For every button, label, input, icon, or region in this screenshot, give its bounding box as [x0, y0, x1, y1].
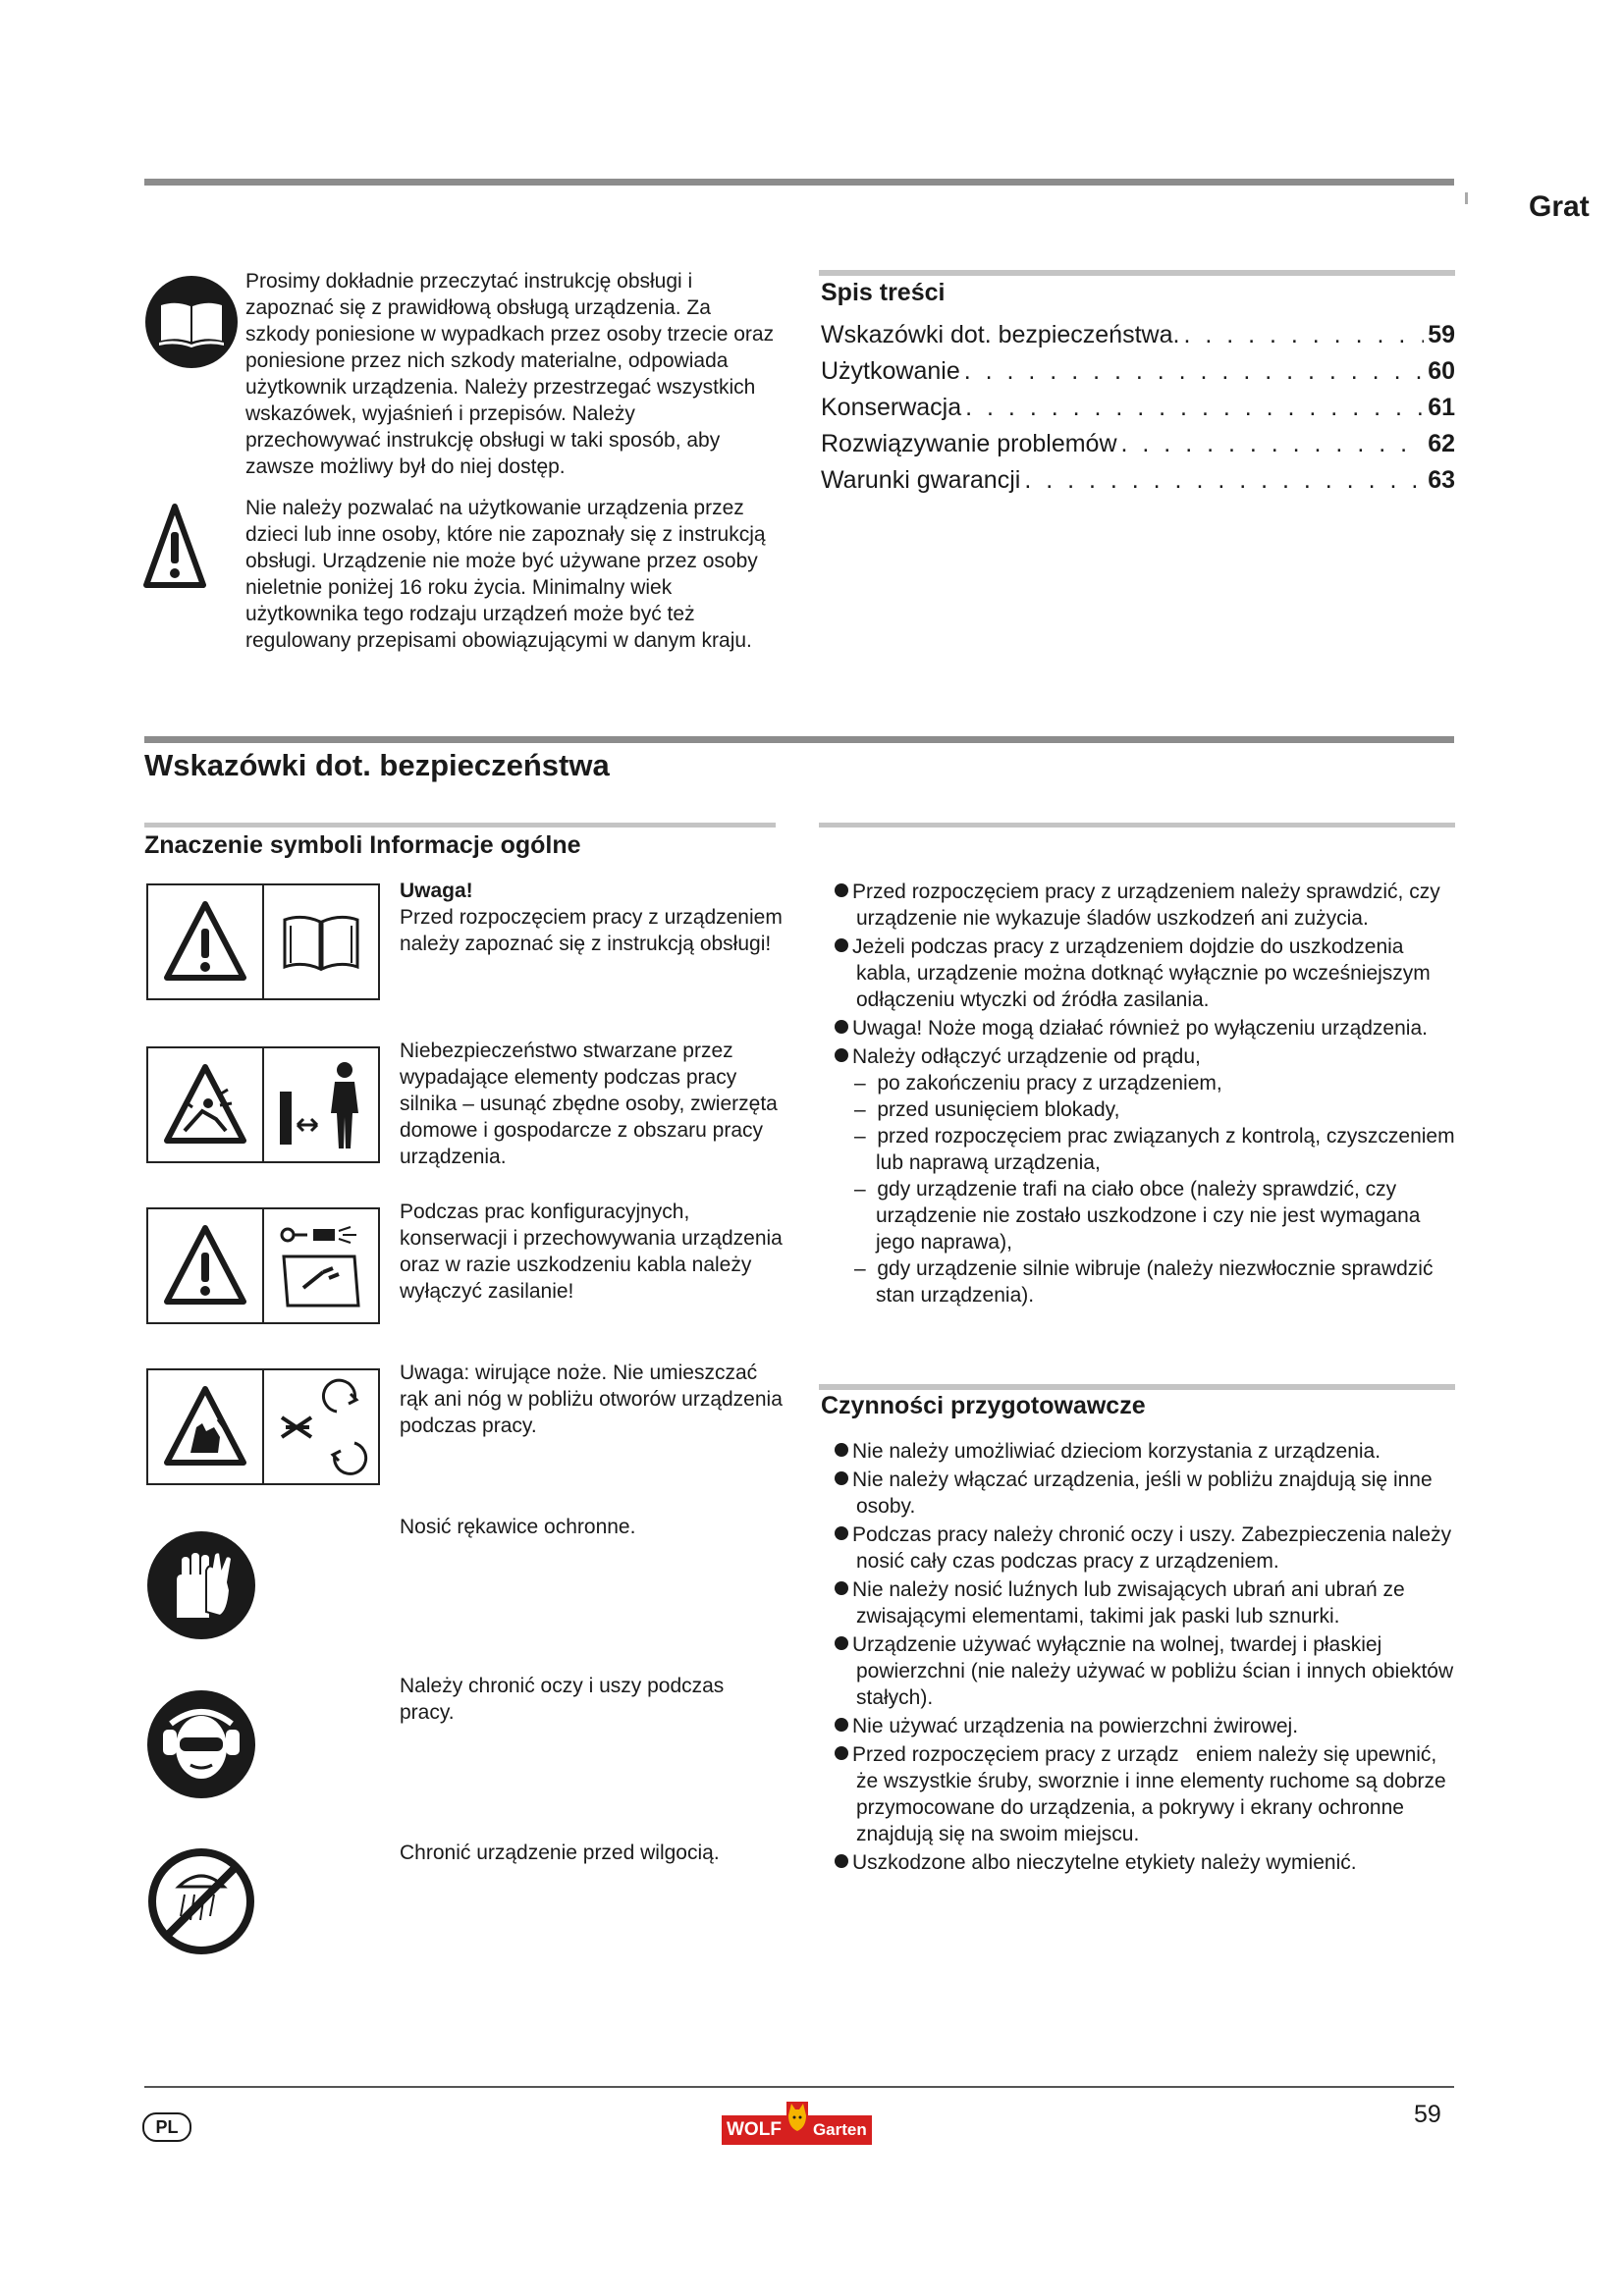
prep-list	[819, 1438, 1457, 1878]
toc-entry-page: 60	[1428, 357, 1455, 385]
toc-rule	[819, 270, 1455, 276]
toc-leader	[964, 357, 1424, 386]
symbol-thrown-objects	[146, 1046, 380, 1163]
dash-item: – po zakończeniu pracy z urządzeniem,	[854, 1072, 1222, 1095]
toc-leader	[1024, 466, 1424, 495]
symbol-disconnect-power	[146, 1207, 380, 1324]
toc-entry-page: 61	[1428, 394, 1455, 421]
toc-entry-label: Użytkowanie	[821, 357, 960, 385]
list-item: Nie należy włączać urządzenia, jeśli w pobliżu znajdują się inne osoby.	[819, 1467, 1457, 1520]
list-item: Przed rozpoczęciem pracy z urządz eniem należy się upewnić, że wszystkie śruby, sworznie i inne elementy ruchome są dobrze przymocowane do urządzenia, a pokrywy i ekrany ochronne znajdują się na swoim miejscu.	[819, 1741, 1457, 1847]
toc-list	[821, 321, 1455, 503]
warning-triangle-icon	[148, 885, 262, 998]
toc-entry[interactable]	[821, 357, 1455, 394]
tab-marker	[1465, 192, 1468, 204]
read-manual-icon	[145, 276, 238, 368]
list-item: Podczas pracy należy chronić oczy i uszy. Zabezpieczenia należy nosić cały czas podczas pracy z urządzeniem.	[819, 1522, 1457, 1575]
symbol-desc: Należy chronić oczy i uszy podczas pracy.	[400, 1675, 725, 1724]
wolf-garten-logo	[722, 2096, 872, 2145]
toc-entry-label: Rozwiązywanie problemów	[821, 430, 1117, 457]
symbol-rotating-blades	[146, 1368, 380, 1485]
list-item: Nie należy umożliwiać dzieciom korzystania z urządzenia.	[819, 1438, 1457, 1465]
symbol-desc: Chronić urządzenie przed wilgocią.	[400, 1842, 720, 1864]
toc-entry[interactable]	[821, 321, 1455, 357]
logo-garten: Garten	[808, 2115, 872, 2145]
section-rule	[144, 736, 1454, 743]
symbols-heading: Znaczenie symboli Informacje ogólne	[144, 831, 581, 859]
top-rule	[144, 179, 1454, 186]
toc-entry[interactable]	[821, 466, 1455, 503]
dash-item: – gdy urządzenie trafi na ciało obce (należy sprawdzić, czy urządzenie nie zostało uszkodzone i czy nie jest wymagana jego naprawa),	[854, 1178, 1421, 1254]
toc-entry-label: Warunki gwarancji	[821, 466, 1021, 494]
list-item: Nie używać urządzenia na powierzchni żwirowej.	[819, 1713, 1457, 1739]
toc-entry[interactable]	[821, 394, 1455, 430]
eye-ear-protection-icon	[147, 1690, 255, 1798]
toc-entry-page: 62	[1428, 430, 1455, 457]
list-item: Należy odłączyć urządzenie od prądu,	[819, 1043, 1457, 1070]
prep-rule	[819, 1384, 1455, 1390]
toc-leader	[1121, 430, 1425, 458]
read-manual-text: Prosimy dokładnie przeczytać instrukcję obsługi i zapoznać się z prawidłową obsługą urządzenia. Za szkody poniesione w wypadkach przez osoby trzecie oraz poniesione przez nich szkody materialne, odpowiada użytkownik urządzenia. Należy przestrzegać wszystkich wskazówek, wyjaśnień i przepisów. Należy przechowywać instrukcję obsługi w taki sposób, aby zawsze możliwy był do niej dostęp.	[245, 270, 775, 478]
toc-leader	[1183, 321, 1424, 349]
list-item: Urządzenie używać wyłącznie na wolnej, twardej i płaskiej powierzchni (nie należy używać w pobliżu ścian i innych obiektów stałych).	[819, 1631, 1457, 1711]
section-tab: Grat	[1529, 190, 1590, 223]
list-item: Uszkodzone albo nieczytelne etykiety należy wymienić.	[819, 1849, 1457, 1876]
symbol-desc: Niebezpieczeństwo stwarzane przez wypadające elementy podczas pracy silnika – usunąć zbędne osoby, zwierzęta domowe i gospodarcze z obszaru pracy urządzenia.	[400, 1040, 778, 1168]
symbol-read-manual	[146, 883, 380, 1000]
protective-gloves-icon	[147, 1531, 255, 1639]
general-instructions	[819, 879, 1457, 1308]
fox-icon	[786, 2102, 808, 2145]
keep-distance-icon	[262, 1048, 378, 1161]
manual-book-icon	[262, 885, 378, 998]
list-item: Uwaga! Noże mogą działać również po wyłączeniu urządzenia.	[819, 1015, 1457, 1041]
list-item: Przed rozpoczęciem pracy z urządzeniem należy sprawdzić, czy urządzenie nie wykazuje śladów uszkodzeń ani zużycia.	[819, 879, 1457, 932]
footer-rule	[144, 2086, 1454, 2088]
prep-heading: Czynności przygotowawcze	[821, 1392, 1146, 1419]
language-badge: PL	[142, 2112, 191, 2142]
dash-item: – przed rozpoczęciem prac związanych z kontrolą, czyszczeniem lub naprawą urządzenia,	[854, 1125, 1455, 1174]
warning-triangle-icon	[143, 503, 204, 593]
hand-blade-warning-icon	[148, 1370, 262, 1483]
warning-text: Nie należy pozwalać na użytkowanie urządzenia przez dzieci lub inne osoby, które nie zapoznały się z instrukcją obsługi. Urządzenie nie może być używane przez osoby nieletnie poniżej 16 roku życia. Minimalny wiek użytkownika tego rodzaju urządzeń może być też regulowany przepisami obowiązującymi w danym kraju.	[245, 497, 766, 652]
general-rule	[819, 823, 1455, 828]
unplug-manual-icon	[262, 1209, 378, 1322]
toc-entry[interactable]	[821, 430, 1455, 466]
warning-triangle-icon	[148, 1209, 262, 1322]
toc-entry-label: Konserwacja	[821, 394, 962, 421]
thrown-objects-warning-icon	[148, 1048, 262, 1161]
toc-entry-page: 59	[1428, 321, 1455, 348]
symbol-desc: Podczas prac konfiguracyjnych, konserwacji i przechowywania urządzenia oraz w razie uszkodzeniu kabla należy wyłączyć zasilanie!	[400, 1201, 783, 1303]
dash-item: – gdy urządzenie silnie wibruje (należy niezwłocznie sprawdzić stan urządzenia).	[854, 1257, 1434, 1307]
section-title: Wskazówki dot. bezpieczeństwa	[144, 748, 610, 782]
symbols-rule	[144, 823, 776, 828]
list-item: Nie należy nosić luźnych lub zwisających ubrań ani ubrań ze zwisającymi elementami, takimi jak paski lub sznurki.	[819, 1576, 1457, 1629]
symbol-desc: Uwaga! Przed rozpoczęciem pracy z urządzeniem należy zapoznać się z instrukcją obsługi!	[400, 880, 783, 955]
symbol-title: Uwaga!	[400, 880, 473, 902]
dash-item: – przed usunięciem blokady,	[854, 1098, 1120, 1121]
symbol-desc: Uwaga: wirujące noże. Nie umieszczać rąk ani nóg w pobliżu otworów urządzenia podczas pracy.	[400, 1362, 783, 1437]
page-number: 59	[1414, 2101, 1441, 2128]
toc-entry-label: Wskazówki dot. bezpieczeństwa.	[821, 321, 1180, 348]
toc-leader	[965, 394, 1424, 422]
rotating-blade-icon	[262, 1370, 378, 1483]
toc-title: Spis treści	[821, 279, 946, 306]
logo-wolf: WOLF	[722, 2115, 786, 2145]
symbol-desc: Nosić rękawice ochronne.	[400, 1516, 636, 1538]
no-moisture-icon	[147, 1847, 255, 1955]
toc-entry-page: 63	[1428, 466, 1455, 494]
list-item: Jeżeli podczas pracy z urządzeniem dojdzie do uszkodzenia kabla, urządzenie można dotknąć wyłącznie po wcześniejszym odłączeniu wtyczki od źródła zasilania.	[819, 934, 1457, 1013]
